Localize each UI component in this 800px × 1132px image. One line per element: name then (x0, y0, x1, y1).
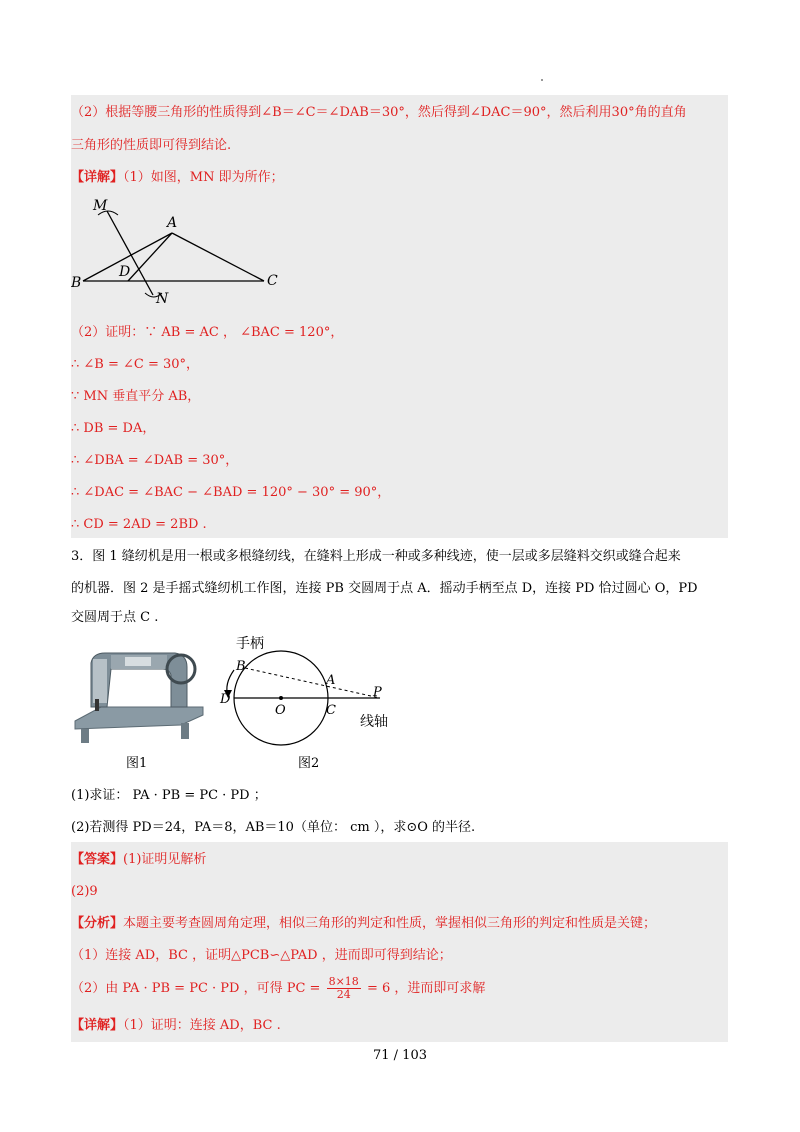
analysis-step-2-pre: （2）由 PA · PB = PC · PD ，可得 PC = (71, 981, 321, 996)
detail-text: （1）如图，MN 即为所作； (123, 170, 284, 185)
answer-line-1 (71, 850, 728, 870)
problem3-line1: 3．图 1 缝纫机是用一根或多根缝纫线，在缝料上形成一种或多种线迹，使一层或多层缝料交织或缝合起来 (71, 549, 681, 564)
proof-line-5: ∴ ∠DAC = ∠BAC − ∠BAD = 120° − 30° = 90°， (71, 485, 391, 500)
label-a2: A (326, 673, 336, 688)
proof-line-6: ∴ CD = 2AD = 2BD . (71, 517, 207, 532)
label-spindle: 线轴 (360, 714, 388, 730)
analysis-text: 本题主要考查圆周角定理，相似三角形的判定和性质，掌握相似三角形的判定和性质是关键； (123, 916, 657, 931)
header-dot (541, 79, 543, 81)
center-point-o (279, 696, 283, 700)
detail-1 (71, 168, 728, 188)
analysis-p2-line2: 三角形的性质即可得到结论. (71, 138, 232, 153)
fig1-caption: 图1 (126, 756, 148, 771)
question-1: (1)求证： PA · PB = PC · PD ； (71, 788, 267, 803)
label-a: A (167, 215, 178, 231)
segment-ac (172, 233, 264, 281)
answer-tag: 【答案】 (71, 852, 124, 867)
fraction (327, 976, 361, 1001)
proof-line-2: ∵ MN 垂直平分 AB， (71, 389, 201, 404)
proof-line-1: ∴ ∠B = ∠C = 30°， (71, 357, 200, 372)
label-d: D (119, 264, 131, 280)
label-o2: O (275, 703, 286, 718)
answer-1: (1)证明见解析 (123, 852, 207, 867)
proof-line-0: （2）证明：∵ AB = AC ， ∠BAC = 120°， (71, 325, 344, 340)
triangle-figure (71, 197, 301, 307)
proof-line-3: ∴ DB = DA， (71, 421, 156, 436)
fraction-numerator: 8×18 (328, 975, 359, 988)
segment-bp-dashed (245, 668, 380, 698)
label-p2: P (373, 685, 382, 700)
analysis-line (71, 914, 728, 934)
proof-line-4: ∴ ∠DBA = ∠DAB = 30°， (71, 453, 239, 468)
analysis-p2-line1: （2）根据等腰三角形的性质得到∠B＝∠C＝∠DAB＝30°，然后得到∠DAC＝90°，然后利用30°角的直角 (71, 105, 687, 120)
answer-2: (2)9 (71, 884, 98, 899)
label-m: M (93, 198, 108, 214)
page-number: 71 / 103 (373, 1048, 427, 1063)
solution-block-1 (71, 95, 728, 538)
analysis-step-2 (71, 976, 728, 1001)
label-d2: D (220, 692, 231, 707)
label-b2: B (236, 659, 246, 674)
solution-block-2 (71, 842, 728, 1042)
label-b: B (71, 275, 82, 291)
label-handle: 手柄 (236, 636, 264, 652)
detail-2 (71, 1016, 728, 1036)
problem3-line3: 交圆周于点 C . (71, 610, 159, 625)
detail2-text: （1）证明：连接 AD，BC . (123, 1018, 281, 1033)
label-c: C (267, 273, 278, 289)
label-n: N (156, 291, 169, 307)
analysis-tag: 【分析】 (71, 916, 124, 931)
question-2: (2)若测得 PD＝24，PA＝8，AB＝10（单位： cm ），求⊙O 的半径. (71, 820, 476, 835)
fig2-caption: 图2 (298, 756, 320, 771)
circle-diagram (218, 632, 408, 752)
detail-tag: 【详解】 (71, 170, 124, 185)
analysis-step-2-post: = 6 ，进而即可求解 (366, 981, 486, 996)
fraction-denominator: 24 (336, 988, 351, 1001)
detail2-tag: 【详解】 (71, 1018, 124, 1033)
line-mn (107, 211, 153, 295)
problem3-line2: 的机器．图 2 是手摇式缝纫机工作图，连接 PB 交圆周于点 A．摇动手柄至点 D，连接 PD 恰过圆心 O，PD (71, 581, 698, 596)
label-c2: C (326, 703, 336, 718)
analysis-step-1: （1）连接 AD，BC ，证明△PCB∽△PAD ，进而即可得到结论； (71, 948, 452, 963)
segment-da (128, 233, 172, 281)
sewing-machine-image (71, 645, 211, 745)
